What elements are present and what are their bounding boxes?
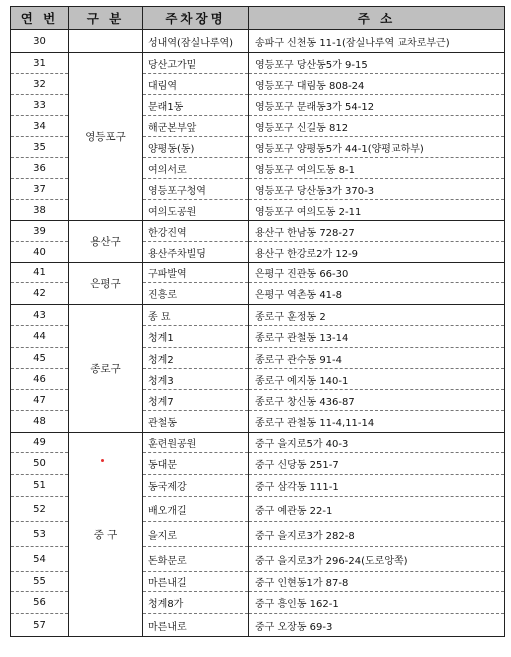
parking-name-cell: 당산고가밑 (143, 53, 249, 74)
serial-number-cell: 51 (11, 475, 69, 497)
address-cell: 종로구 예지동 140-1 (249, 369, 505, 390)
serial-number-cell: 39 (11, 221, 69, 242)
address-cell: 종로구 창신동 436-87 (249, 390, 505, 411)
serial-number-cell: 54 (11, 547, 69, 572)
serial-number-cell: 38 (11, 200, 69, 221)
serial-number-cell: 45 (11, 348, 69, 369)
serial-number-cell: 44 (11, 326, 69, 348)
district-cell: 영등포구 (69, 53, 143, 221)
parking-name-cell: 진흥로 (143, 283, 249, 305)
address-cell: 종로구 관철동 13-14 (249, 326, 505, 348)
district-cell: 은평구 (69, 263, 143, 305)
address-cell: 영등포구 문래동3가 54-12 (249, 95, 505, 116)
address-cell: 영등포구 여의도동 8-1 (249, 158, 505, 179)
parking-name-cell: 청계1 (143, 326, 249, 348)
parking-name-cell: 대림역 (143, 74, 249, 95)
parking-name-cell: 마른내로 (143, 614, 249, 637)
serial-number-cell: 31 (11, 53, 69, 74)
address-cell: 중구 인현동1가 87-8 (249, 572, 505, 592)
serial-number-cell: 43 (11, 305, 69, 326)
address-cell: 영등포구 신길동 812 (249, 116, 505, 137)
parking-name-cell: 청계7 (143, 390, 249, 411)
district-cell (69, 30, 143, 53)
serial-number-cell: 34 (11, 116, 69, 137)
address-cell: 중구 삼각동 111-1 (249, 475, 505, 497)
serial-number-cell: 56 (11, 592, 69, 614)
serial-number-cell: 52 (11, 497, 69, 522)
address-cell: 용산구 한강로2가 12-9 (249, 242, 505, 263)
address-cell: 중구 을지로5가 40-3 (249, 433, 505, 453)
address-cell: 은평구 역촌동 41-8 (249, 283, 505, 305)
parking-name-cell: 마른내길 (143, 572, 249, 592)
address-cell: 영등포구 여의도동 2-11 (249, 200, 505, 221)
address-cell: 영등포구 대림동 808-24 (249, 74, 505, 95)
serial-number-cell: 42 (11, 283, 69, 305)
parking-name-cell: 여의도공원 (143, 200, 249, 221)
serial-number-cell: 37 (11, 179, 69, 200)
serial-number-cell: 40 (11, 242, 69, 263)
address-cell: 용산구 한남동 728-27 (249, 221, 505, 242)
table-row (11, 30, 505, 53)
address-cell: 중구 예관동 22-1 (249, 497, 505, 522)
parking-name-cell: 청계8가 (143, 592, 249, 614)
red-dot-mark (101, 459, 104, 462)
district-cell: 중 구 (69, 433, 143, 637)
serial-number-cell: 47 (11, 390, 69, 411)
parking-name-cell: 을지로 (143, 522, 249, 547)
table-body (11, 30, 505, 637)
header-serial-number: 연 번 (11, 7, 69, 30)
table-row (11, 305, 505, 326)
address-cell: 영등포구 당산동5가 9-15 (249, 53, 505, 74)
address-cell: 중구 신당동 251-7 (249, 453, 505, 475)
parking-name-cell: 훈련원공원 (143, 433, 249, 453)
serial-number-cell: 57 (11, 614, 69, 637)
header-district: 구 분 (69, 7, 143, 30)
table-header-row (11, 7, 505, 30)
address-cell: 종로구 훈정동 2 (249, 305, 505, 326)
address-cell: 중구 을지로3가 296-24(도로앙쪽) (249, 547, 505, 572)
serial-number-cell: 53 (11, 522, 69, 547)
parking-name-cell: 구파발역 (143, 263, 249, 283)
parking-name-cell: 여의서로 (143, 158, 249, 179)
serial-number-cell: 50 (11, 453, 69, 475)
address-cell: 영등포구 양평동5가 44-1(양평교하부) (249, 137, 505, 158)
parking-name-cell: 한강진역 (143, 221, 249, 242)
table-row (11, 433, 505, 453)
parking-name-cell: 청계3 (143, 369, 249, 390)
serial-number-cell: 48 (11, 411, 69, 433)
address-cell: 종로구 관수동 91-4 (249, 348, 505, 369)
parking-lot-table (10, 6, 505, 637)
header-parking-name: 주차장명 (143, 7, 249, 30)
serial-number-cell: 30 (11, 30, 69, 53)
parking-name-cell: 청계2 (143, 348, 249, 369)
address-cell: 중구 을지로3가 282-8 (249, 522, 505, 547)
parking-name-cell: 배오개길 (143, 497, 249, 522)
district-cell: 종로구 (69, 305, 143, 433)
serial-number-cell: 33 (11, 95, 69, 116)
serial-number-cell: 46 (11, 369, 69, 390)
parking-name-cell: 종 묘 (143, 305, 249, 326)
address-cell: 은평구 진관동 66-30 (249, 263, 505, 283)
address-cell: 종로구 관철동 11-4,11-14 (249, 411, 505, 433)
district-cell: 용산구 (69, 221, 143, 263)
address-cell: 영등포구 당산동3가 370-3 (249, 179, 505, 200)
parking-lot-table-sheet (10, 6, 504, 637)
parking-name-cell: 성내역(잠실나루역) (143, 30, 249, 53)
parking-name-cell: 관철동 (143, 411, 249, 433)
table-row (11, 53, 505, 74)
parking-name-cell: 영등포구청역 (143, 179, 249, 200)
parking-name-cell: 양평동(동) (143, 137, 249, 158)
parking-name-cell: 돈화문로 (143, 547, 249, 572)
address-cell: 송파구 신천동 11-1(잠실나루역 교차로부근) (249, 30, 505, 53)
parking-name-cell: 해군본부앞 (143, 116, 249, 137)
serial-number-cell: 41 (11, 263, 69, 283)
serial-number-cell: 32 (11, 74, 69, 95)
serial-number-cell: 36 (11, 158, 69, 179)
parking-name-cell: 용산주차빌딩 (143, 242, 249, 263)
parking-name-cell: 동대문 (143, 453, 249, 475)
address-cell: 중구 흥인동 162-1 (249, 592, 505, 614)
address-cell: 중구 오장동 69-3 (249, 614, 505, 637)
table-row (11, 263, 505, 283)
header-address: 주 소 (249, 7, 505, 30)
serial-number-cell: 55 (11, 572, 69, 592)
table-row (11, 221, 505, 242)
serial-number-cell: 49 (11, 433, 69, 453)
parking-name-cell: 동국제강 (143, 475, 249, 497)
parking-name-cell: 문래1동 (143, 95, 249, 116)
serial-number-cell: 35 (11, 137, 69, 158)
